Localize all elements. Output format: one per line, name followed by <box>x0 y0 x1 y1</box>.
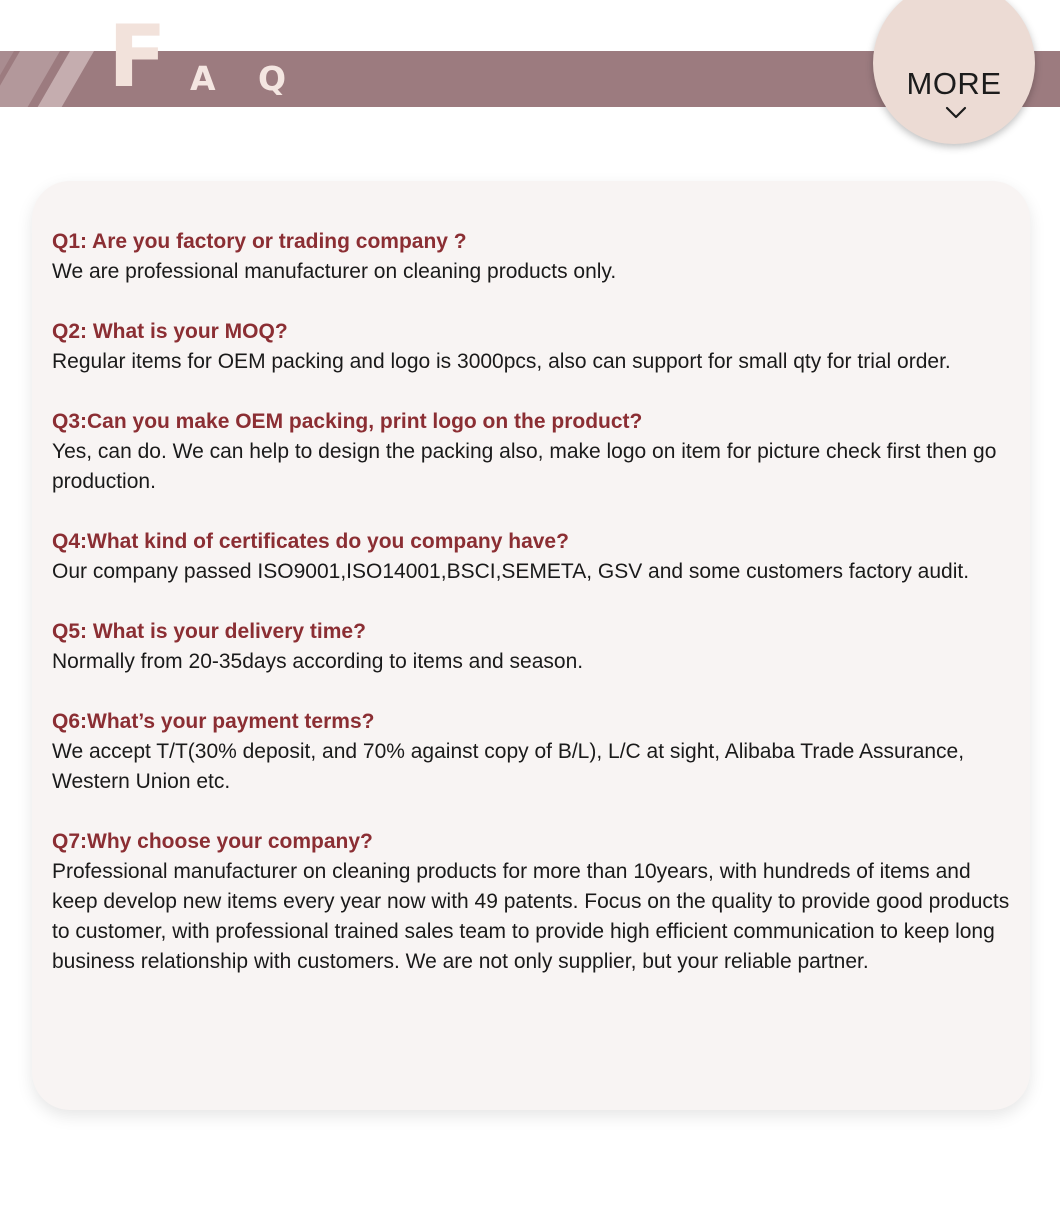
faq-answer: We are professional manufacturer on cleaning products only. <box>52 260 617 283</box>
faq-answer: Our company passed ISO9001,ISO14001,BSCI,SEMETA, GSV and some customers factory audit. <box>52 560 970 583</box>
faq-item <box>52 317 1017 377</box>
faq-list <box>52 227 1017 1007</box>
faq-item <box>52 617 1017 677</box>
faq-question: Q7:Why choose your company? <box>52 830 373 853</box>
faq-title-letter-f: F <box>108 7 167 107</box>
faq-question: Q6:What’s your payment terms? <box>52 710 375 733</box>
faq-answer: We accept T/T(30% deposit, and 70% against copy of B/L), L/C at sight, Alibaba Trade Assurance, Western Union etc. <box>52 740 965 793</box>
faq-question: Q2: What is your MOQ? <box>52 320 288 343</box>
faq-question: Q4:What kind of certificates do you company have? <box>52 530 569 553</box>
faq-item <box>52 707 1017 797</box>
faq-title-letter-q: Q <box>258 59 287 98</box>
faq-question: Q1: Are you factory or trading company ? <box>52 230 467 253</box>
faq-question: Q3:Can you make OEM packing, print logo on the product? <box>52 410 643 433</box>
chevron-down-icon <box>945 106 967 120</box>
faq-item <box>52 407 1017 497</box>
faq-item <box>52 527 1017 587</box>
faq-card <box>32 181 1030 1110</box>
more-button[interactable] <box>873 0 1035 144</box>
faq-question: Q5: What is your delivery time? <box>52 620 366 643</box>
faq-item <box>52 827 1017 977</box>
faq-answer: Normally from 20-35days according to items and season. <box>52 650 584 673</box>
faq-title-letter-a: A <box>190 59 216 98</box>
faq-item <box>52 227 1017 287</box>
faq-answer: Yes, can do. We can help to design the packing also, make logo on item for picture check first then go production. <box>52 440 997 493</box>
more-button-label: MORE <box>906 66 1002 101</box>
faq-answer: Regular items for OEM packing and logo is 3000pcs, also can support for small qty for trial order. <box>52 350 951 373</box>
faq-answer: Professional manufacturer on cleaning products for more than 10years, with hundreds of items and keep develop new items every year now with 49 patents. Focus on the quality to provide good products to customer, with professional trained sales team to provide high efficient communication to keep long business relationship with customers. We are not only supplier, but your reliable partner. <box>52 860 1010 973</box>
